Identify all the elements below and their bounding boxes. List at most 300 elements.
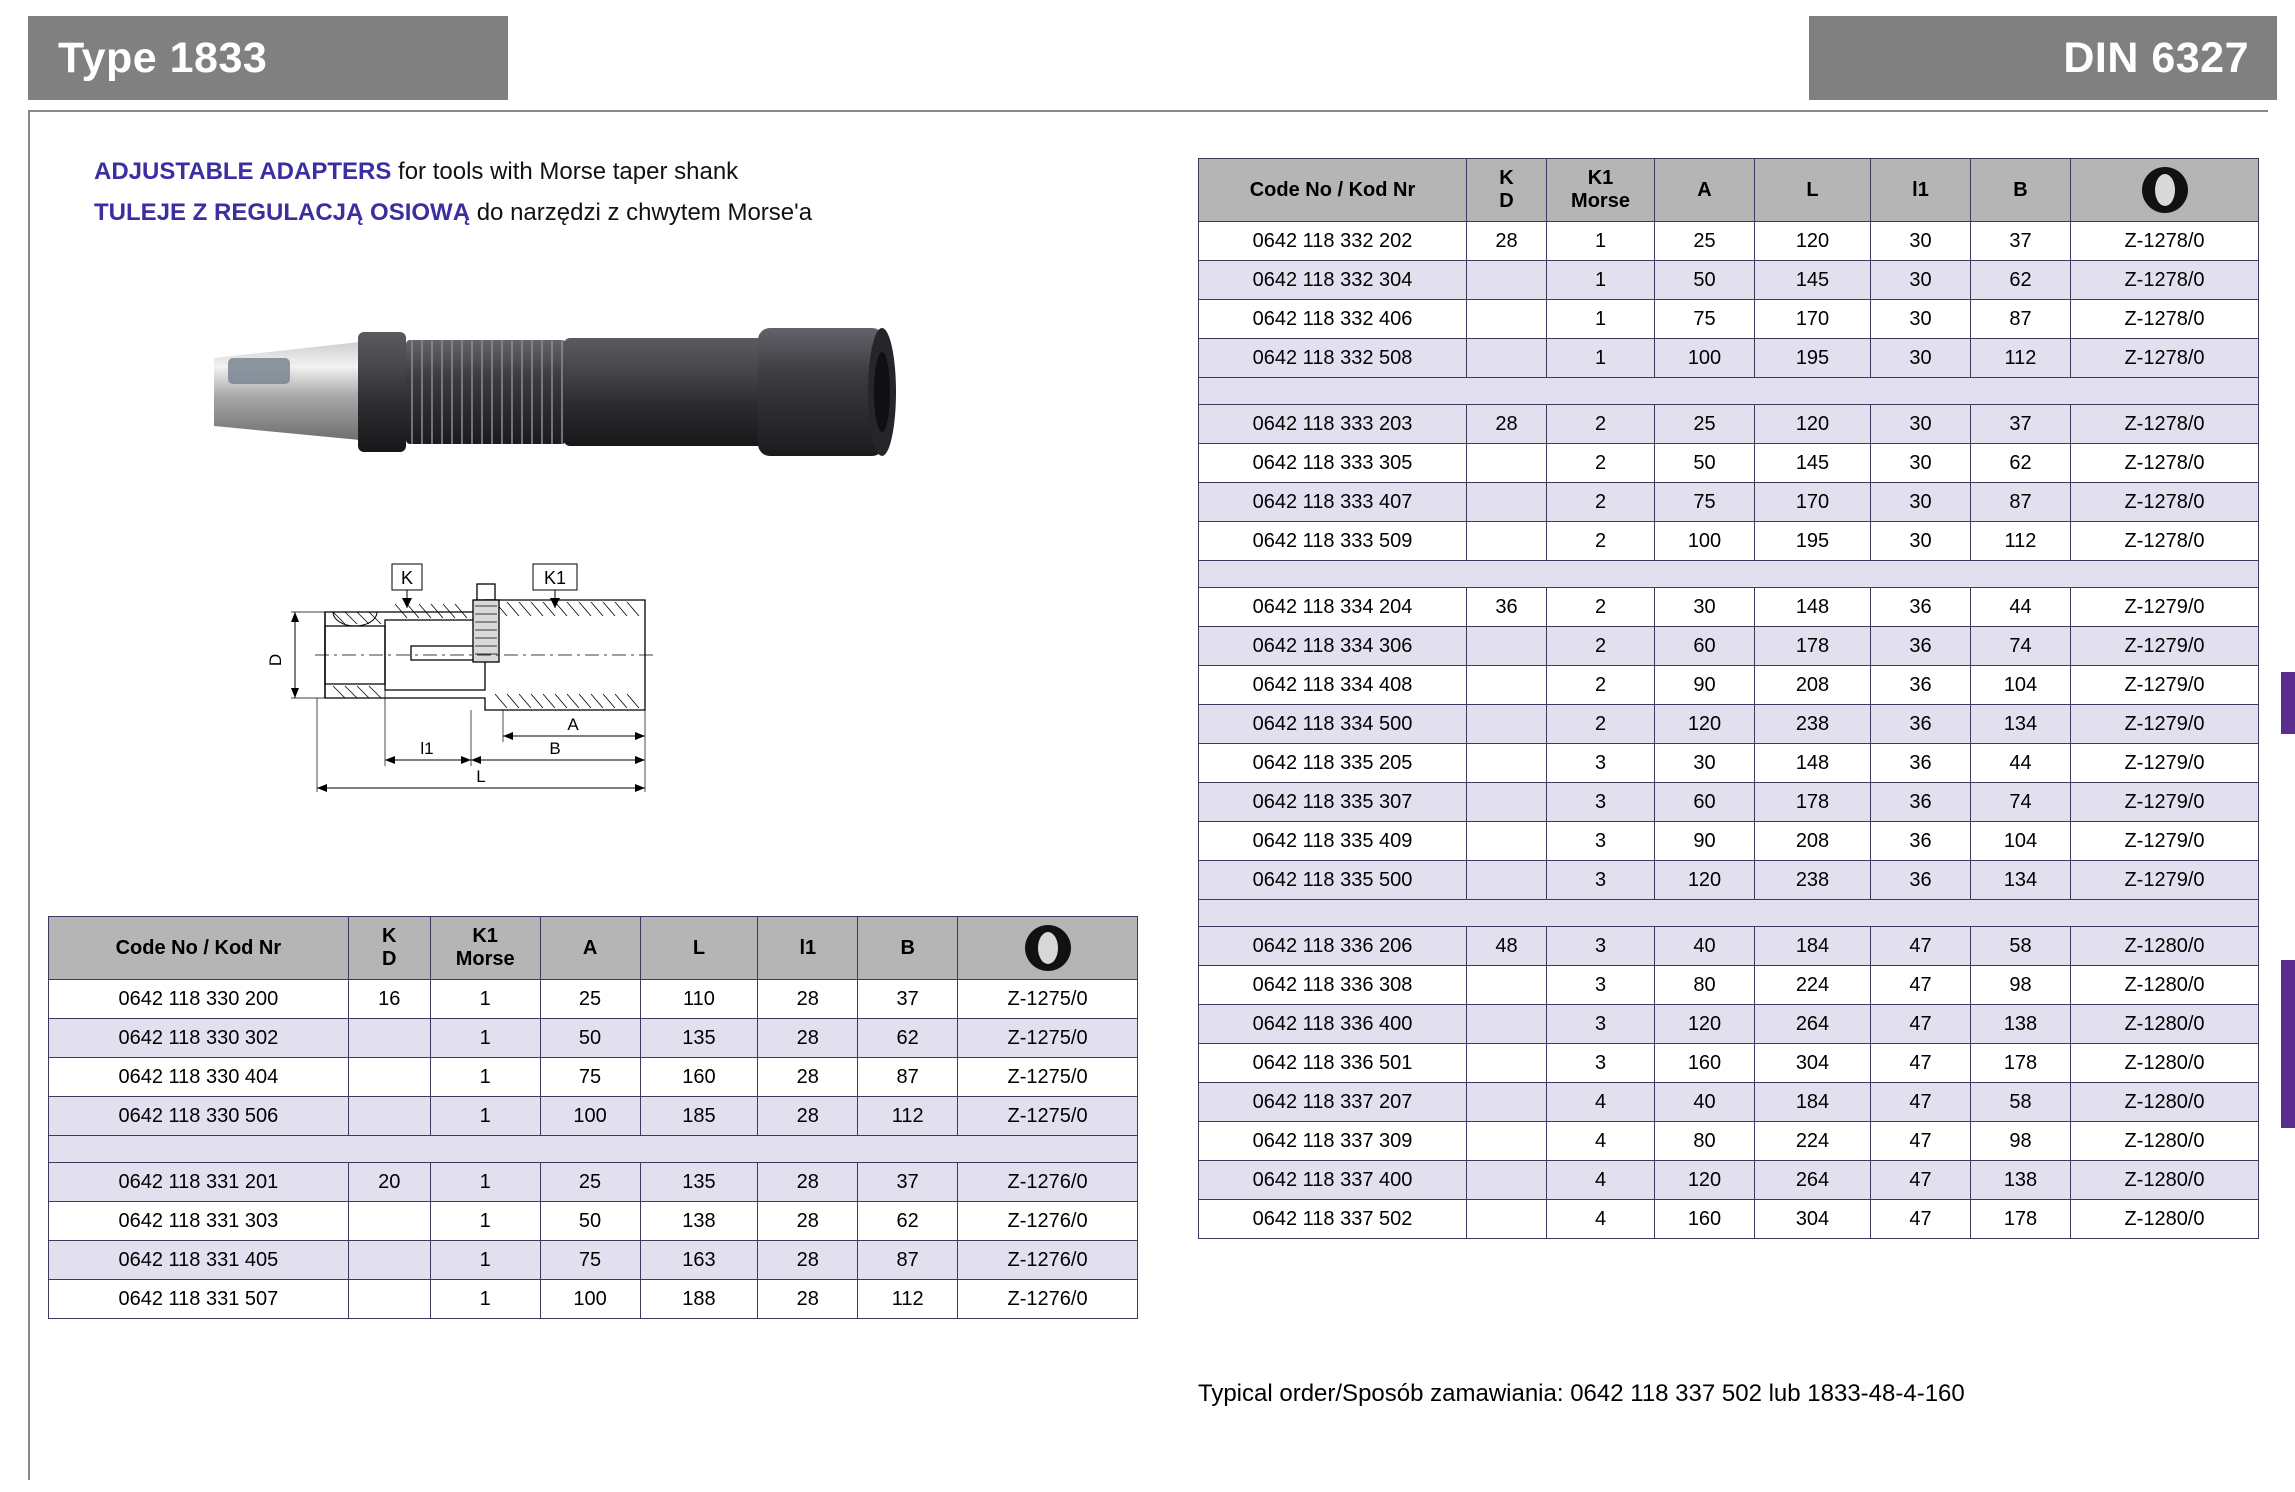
k1-cell: 3 (1547, 927, 1655, 966)
table-row (1199, 339, 2259, 378)
code-cell: 0642 118 331 201 (49, 1163, 349, 1202)
ring-cell: Z-1278/0 (2071, 522, 2259, 561)
i1-cell: 30 (1871, 405, 1971, 444)
b-cell: 37 (1971, 222, 2071, 261)
kd-cell (1467, 522, 1547, 561)
din-title-banner (1809, 16, 2277, 100)
table-row (1199, 222, 2259, 261)
code-cell: 0642 118 331 507 (49, 1280, 349, 1319)
spacer-cell (49, 1136, 1138, 1163)
l-cell: 208 (1755, 822, 1871, 861)
table-row (1199, 1161, 2259, 1200)
a-cell: 40 (1655, 927, 1755, 966)
a-cell: 50 (1655, 261, 1755, 300)
l-cell: 170 (1755, 483, 1871, 522)
kd-cell: 28 (1467, 405, 1547, 444)
col-kd-line1: K (1499, 167, 1514, 189)
code-cell: 0642 118 334 204 (1199, 588, 1467, 627)
k1-cell: 4 (1547, 1083, 1655, 1122)
k1-cell: 1 (1547, 222, 1655, 261)
ring-cell: Z-1280/0 (2071, 927, 2259, 966)
ring-cell: Z-1276/0 (958, 1280, 1138, 1319)
k1-cell: 3 (1547, 783, 1655, 822)
a-cell: 60 (1655, 783, 1755, 822)
code-cell: 0642 118 335 500 (1199, 861, 1467, 900)
subtitle-pl-accent: TULEJE Z REGULACJĄ OSIOWĄ (94, 199, 471, 226)
code-cell: 0642 118 337 400 (1199, 1161, 1467, 1200)
col-k1-line1: K1 (1587, 167, 1614, 189)
ring-cell: Z-1279/0 (2071, 822, 2259, 861)
code-cell: 0642 118 336 308 (1199, 966, 1467, 1005)
table-row (1199, 1083, 2259, 1122)
k1-cell: 2 (1547, 666, 1655, 705)
b-cell: 178 (1971, 1044, 2071, 1083)
code-cell: 0642 118 330 200 (49, 980, 349, 1019)
code-cell: 0642 118 336 400 (1199, 1005, 1467, 1044)
table-row (49, 1058, 1138, 1097)
col-a: A (1655, 159, 1755, 222)
l-cell: 178 (1755, 783, 1871, 822)
b-cell: 87 (1971, 483, 2071, 522)
col-k1-line2: Morse (1571, 190, 1630, 212)
col-kd-line2: D (382, 948, 397, 970)
code-cell: 0642 118 335 307 (1199, 783, 1467, 822)
i1-cell: 28 (758, 1097, 858, 1136)
table-row (1199, 1200, 2259, 1239)
col-l: L (640, 917, 758, 980)
technical-drawing (255, 560, 895, 820)
kd-cell: 36 (1467, 588, 1547, 627)
col-kd-line1: K (382, 925, 397, 947)
b-cell: 74 (1971, 627, 2071, 666)
l-cell: 145 (1755, 444, 1871, 483)
ring-cell: Z-1279/0 (2071, 666, 2259, 705)
i1-cell: 47 (1871, 1005, 1971, 1044)
a-cell: 50 (540, 1202, 640, 1241)
i1-cell: 47 (1871, 1044, 1971, 1083)
ring-cell: Z-1275/0 (958, 1019, 1138, 1058)
i1-cell: 47 (1871, 1122, 1971, 1161)
kd-cell (1467, 666, 1547, 705)
ring-cell: Z-1278/0 (2071, 222, 2259, 261)
a-cell: 30 (1655, 744, 1755, 783)
k1-cell: 4 (1547, 1200, 1655, 1239)
svg-text:D: D (266, 653, 285, 667)
col-b: B (1971, 159, 2071, 222)
l-cell: 264 (1755, 1005, 1871, 1044)
ring-cell: Z-1279/0 (2071, 783, 2259, 822)
k1-cell: 3 (1547, 822, 1655, 861)
table-spacer-row (1199, 561, 2259, 588)
k1-cell: 3 (1547, 1005, 1655, 1044)
svg-text:L: L (476, 767, 486, 786)
col-code: Code No / Kod Nr (1199, 159, 1467, 222)
code-cell: 0642 118 332 508 (1199, 339, 1467, 378)
a-cell: 120 (1655, 705, 1755, 744)
l-cell: 304 (1755, 1200, 1871, 1239)
k1-cell: 3 (1547, 744, 1655, 783)
a-cell: 100 (540, 1097, 640, 1136)
i1-cell: 36 (1871, 783, 1971, 822)
i1-cell: 36 (1871, 822, 1971, 861)
subtitle-pl-rest: do narzędzi z chwytem Morse'a (470, 199, 813, 226)
code-cell: 0642 118 330 506 (49, 1097, 349, 1136)
a-cell: 100 (540, 1280, 640, 1319)
b-cell: 87 (858, 1058, 958, 1097)
kd-cell (348, 1280, 430, 1319)
spec-table-left (48, 916, 1138, 1319)
b-cell: 98 (1971, 966, 2071, 1005)
l-cell: 138 (640, 1202, 758, 1241)
table-row (1199, 261, 2259, 300)
b-cell: 112 (858, 1097, 958, 1136)
kd-cell (1467, 1083, 1547, 1122)
code-cell: 0642 118 334 500 (1199, 705, 1467, 744)
i1-cell: 47 (1871, 1161, 1971, 1200)
a-cell: 90 (1655, 666, 1755, 705)
ring-icon (2142, 167, 2188, 213)
kd-cell (1467, 627, 1547, 666)
l-cell: 148 (1755, 744, 1871, 783)
ring-cell: Z-1279/0 (2071, 861, 2259, 900)
a-cell: 25 (540, 1163, 640, 1202)
ring-icon (1025, 925, 1071, 971)
a-cell: 90 (1655, 822, 1755, 861)
din-standard-label: DIN 6327 (2063, 33, 2249, 82)
l-cell: 238 (1755, 705, 1871, 744)
b-cell: 37 (1971, 405, 2071, 444)
kd-cell (1467, 339, 1547, 378)
subtitle-line-en (94, 158, 1154, 186)
l-cell: 224 (1755, 966, 1871, 1005)
code-cell: 0642 118 332 406 (1199, 300, 1467, 339)
l-cell: 163 (640, 1241, 758, 1280)
code-cell: 0642 118 337 309 (1199, 1122, 1467, 1161)
k1-cell: 2 (1547, 627, 1655, 666)
b-cell: 178 (1971, 1200, 2071, 1239)
b-cell: 98 (1971, 1122, 2071, 1161)
table-row (1199, 444, 2259, 483)
i1-cell: 47 (1871, 1083, 1971, 1122)
subtitle-line-pl (94, 199, 1154, 227)
ring-cell: Z-1278/0 (2071, 444, 2259, 483)
k1-cell: 1 (430, 1163, 540, 1202)
kd-cell (1467, 300, 1547, 339)
l-cell: 145 (1755, 261, 1871, 300)
code-cell: 0642 118 330 404 (49, 1058, 349, 1097)
type-title-banner (28, 16, 508, 100)
b-cell: 74 (1971, 783, 2071, 822)
table-row (49, 1241, 1138, 1280)
kd-cell (348, 1058, 430, 1097)
spacer-cell (1199, 900, 2259, 927)
table-header-row (1199, 159, 2259, 222)
code-cell: 0642 118 334 408 (1199, 666, 1467, 705)
i1-cell: 30 (1871, 339, 1971, 378)
kd-cell (1467, 783, 1547, 822)
l-cell: 184 (1755, 927, 1871, 966)
code-cell: 0642 118 335 205 (1199, 744, 1467, 783)
kd-cell: 16 (348, 980, 430, 1019)
i1-cell: 47 (1871, 927, 1971, 966)
code-cell: 0642 118 333 203 (1199, 405, 1467, 444)
b-cell: 87 (1971, 300, 2071, 339)
i1-cell: 47 (1871, 1200, 1971, 1239)
svg-text:K1: K1 (543, 568, 567, 588)
k1-cell: 1 (430, 1097, 540, 1136)
b-cell: 37 (858, 1163, 958, 1202)
k1-cell: 2 (1547, 483, 1655, 522)
b-cell: 62 (858, 1202, 958, 1241)
table-row (1199, 1005, 2259, 1044)
l-cell: 264 (1755, 1161, 1871, 1200)
col-a: A (540, 917, 640, 980)
b-cell: 112 (1971, 339, 2071, 378)
a-cell: 25 (1655, 405, 1755, 444)
b-cell: 44 (1971, 588, 2071, 627)
l-cell: 160 (640, 1058, 758, 1097)
ring-cell: Z-1278/0 (2071, 261, 2259, 300)
k1-cell: 3 (1547, 1044, 1655, 1083)
b-cell: 58 (1971, 1083, 2071, 1122)
l-cell: 135 (640, 1163, 758, 1202)
a-cell: 75 (540, 1058, 640, 1097)
col-i1: l1 (758, 917, 858, 980)
kd-cell (1467, 483, 1547, 522)
table-row (1199, 588, 2259, 627)
table-row (49, 1019, 1138, 1058)
code-cell: 0642 118 333 509 (1199, 522, 1467, 561)
ring-cell: Z-1279/0 (2071, 588, 2259, 627)
table-row (1199, 522, 2259, 561)
i1-cell: 30 (1871, 522, 1971, 561)
page-title: Type 1833 (58, 33, 268, 82)
i1-cell: 28 (758, 1019, 858, 1058)
spacer-cell (1199, 561, 2259, 588)
table-row (1199, 300, 2259, 339)
table-row (1199, 666, 2259, 705)
ring-cell: Z-1275/0 (958, 980, 1138, 1019)
ring-cell: Z-1276/0 (958, 1241, 1138, 1280)
a-cell: 25 (540, 980, 640, 1019)
b-cell: 104 (1971, 666, 2071, 705)
code-cell: 0642 118 336 206 (1199, 927, 1467, 966)
col-b: B (858, 917, 958, 980)
i1-cell: 36 (1871, 705, 1971, 744)
l-cell: 188 (640, 1280, 758, 1319)
b-cell: 62 (858, 1019, 958, 1058)
l-cell: 184 (1755, 1083, 1871, 1122)
a-cell: 75 (1655, 483, 1755, 522)
a-cell: 75 (1655, 300, 1755, 339)
table-row (1199, 744, 2259, 783)
b-cell: 138 (1971, 1161, 2071, 1200)
ring-cell: Z-1278/0 (2071, 300, 2259, 339)
code-cell: 0642 118 337 502 (1199, 1200, 1467, 1239)
b-cell: 37 (858, 980, 958, 1019)
k1-cell: 1 (1547, 300, 1655, 339)
col-i1: l1 (1871, 159, 1971, 222)
a-cell: 50 (540, 1019, 640, 1058)
l-cell: 148 (1755, 588, 1871, 627)
a-cell: 80 (1655, 1122, 1755, 1161)
col-ring (2071, 159, 2259, 222)
l-cell: 195 (1755, 522, 1871, 561)
table-row (1199, 705, 2259, 744)
kd-cell (1467, 1044, 1547, 1083)
kd-cell (1467, 444, 1547, 483)
l-cell: 238 (1755, 861, 1871, 900)
l-cell: 304 (1755, 1044, 1871, 1083)
table-row (49, 1280, 1138, 1319)
k1-cell: 1 (1547, 261, 1655, 300)
l-cell: 224 (1755, 1122, 1871, 1161)
table-row (1199, 822, 2259, 861)
i1-cell: 30 (1871, 222, 1971, 261)
l-cell: 135 (640, 1019, 758, 1058)
table-row (1199, 861, 2259, 900)
product-photo (210, 280, 950, 510)
table-spacer-row (1199, 900, 2259, 927)
a-cell: 160 (1655, 1044, 1755, 1083)
svg-text:K: K (400, 568, 414, 588)
kd-cell: 48 (1467, 927, 1547, 966)
k1-cell: 2 (1547, 405, 1655, 444)
a-cell: 40 (1655, 1083, 1755, 1122)
i1-cell: 36 (1871, 627, 1971, 666)
code-cell: 0642 118 332 304 (1199, 261, 1467, 300)
ring-cell: Z-1280/0 (2071, 1122, 2259, 1161)
b-cell: 112 (858, 1280, 958, 1319)
k1-cell: 4 (1547, 1122, 1655, 1161)
b-cell: 62 (1971, 444, 2071, 483)
table-row (49, 980, 1138, 1019)
code-cell: 0642 118 334 306 (1199, 627, 1467, 666)
b-cell: 87 (858, 1241, 958, 1280)
l-cell: 185 (640, 1097, 758, 1136)
i1-cell: 36 (1871, 588, 1971, 627)
ring-cell: Z-1280/0 (2071, 1044, 2259, 1083)
a-cell: 30 (1655, 588, 1755, 627)
k1-cell: 1 (1547, 339, 1655, 378)
l-cell: 170 (1755, 300, 1871, 339)
b-cell: 134 (1971, 705, 2071, 744)
k1-cell: 1 (430, 980, 540, 1019)
col-code: Code No / Kod Nr (49, 917, 349, 980)
subtitle-en-rest: for tools with Morse taper shank (391, 158, 739, 185)
ring-cell: Z-1279/0 (2071, 627, 2259, 666)
table-row (49, 1202, 1138, 1241)
i1-cell: 28 (758, 1241, 858, 1280)
table-row (49, 1097, 1138, 1136)
kd-cell (1467, 861, 1547, 900)
code-cell: 0642 118 331 405 (49, 1241, 349, 1280)
a-cell: 100 (1655, 522, 1755, 561)
k1-cell: 1 (430, 1280, 540, 1319)
ring-cell: Z-1279/0 (2071, 705, 2259, 744)
code-cell: 0642 118 336 501 (1199, 1044, 1467, 1083)
svg-text:A: A (567, 715, 579, 734)
b-cell: 138 (1971, 1005, 2071, 1044)
page-border-left (28, 110, 30, 1480)
table-row (49, 1163, 1138, 1202)
i1-cell: 30 (1871, 444, 1971, 483)
i1-cell: 36 (1871, 744, 1971, 783)
a-cell: 160 (1655, 1200, 1755, 1239)
table-row (1199, 627, 2259, 666)
kd-cell (1467, 1200, 1547, 1239)
spec-table-left-body (49, 980, 1138, 1319)
table-row (1199, 405, 2259, 444)
code-cell: 0642 118 333 407 (1199, 483, 1467, 522)
b-cell: 104 (1971, 822, 2071, 861)
code-cell: 0642 118 332 202 (1199, 222, 1467, 261)
ring-cell: Z-1280/0 (2071, 966, 2259, 1005)
col-k1-line1: K1 (472, 925, 498, 947)
ring-cell: Z-1278/0 (2071, 339, 2259, 378)
i1-cell: 28 (758, 980, 858, 1019)
code-cell: 0642 118 330 302 (49, 1019, 349, 1058)
k1-cell: 2 (1547, 588, 1655, 627)
k1-cell: 1 (430, 1019, 540, 1058)
k1-cell: 2 (1547, 444, 1655, 483)
b-cell: 58 (1971, 927, 2071, 966)
subtitle-block (94, 158, 1154, 240)
kd-cell (1467, 1122, 1547, 1161)
i1-cell: 28 (758, 1163, 858, 1202)
kd-cell: 20 (348, 1163, 430, 1202)
ring-cell: Z-1280/0 (2071, 1200, 2259, 1239)
col-kd-line2: D (1499, 190, 1514, 212)
k1-cell: 1 (430, 1202, 540, 1241)
a-cell: 120 (1655, 1005, 1755, 1044)
l-cell: 195 (1755, 339, 1871, 378)
b-cell: 62 (1971, 261, 2071, 300)
col-k1-line2: Morse (455, 948, 515, 970)
l-cell: 120 (1755, 405, 1871, 444)
k1-cell: 4 (1547, 1161, 1655, 1200)
col-k1 (430, 917, 540, 980)
a-cell: 100 (1655, 339, 1755, 378)
k1-cell: 2 (1547, 705, 1655, 744)
table-spacer-row (1199, 378, 2259, 405)
k1-cell: 2 (1547, 522, 1655, 561)
table-row (1199, 966, 2259, 1005)
i1-cell: 30 (1871, 300, 1971, 339)
spacer-cell (1199, 378, 2259, 405)
b-cell: 134 (1971, 861, 2071, 900)
a-cell: 60 (1655, 627, 1755, 666)
code-cell: 0642 118 335 409 (1199, 822, 1467, 861)
col-ring (958, 917, 1138, 980)
table-header-row (49, 917, 1138, 980)
table-spacer-row (49, 1136, 1138, 1163)
kd-cell (348, 1241, 430, 1280)
ring-cell: Z-1275/0 (958, 1058, 1138, 1097)
a-cell: 80 (1655, 966, 1755, 1005)
ring-cell: Z-1278/0 (2071, 483, 2259, 522)
col-k1 (1547, 159, 1655, 222)
a-cell: 50 (1655, 444, 1755, 483)
svg-text:l1: l1 (420, 739, 434, 758)
page-edge-marker-1 (2281, 672, 2295, 734)
table-row (1199, 1122, 2259, 1161)
l-cell: 110 (640, 980, 758, 1019)
ring-cell: Z-1278/0 (2071, 405, 2259, 444)
l-cell: 120 (1755, 222, 1871, 261)
spec-table-right-body (1199, 222, 2259, 1239)
page-border-top (28, 110, 2268, 112)
